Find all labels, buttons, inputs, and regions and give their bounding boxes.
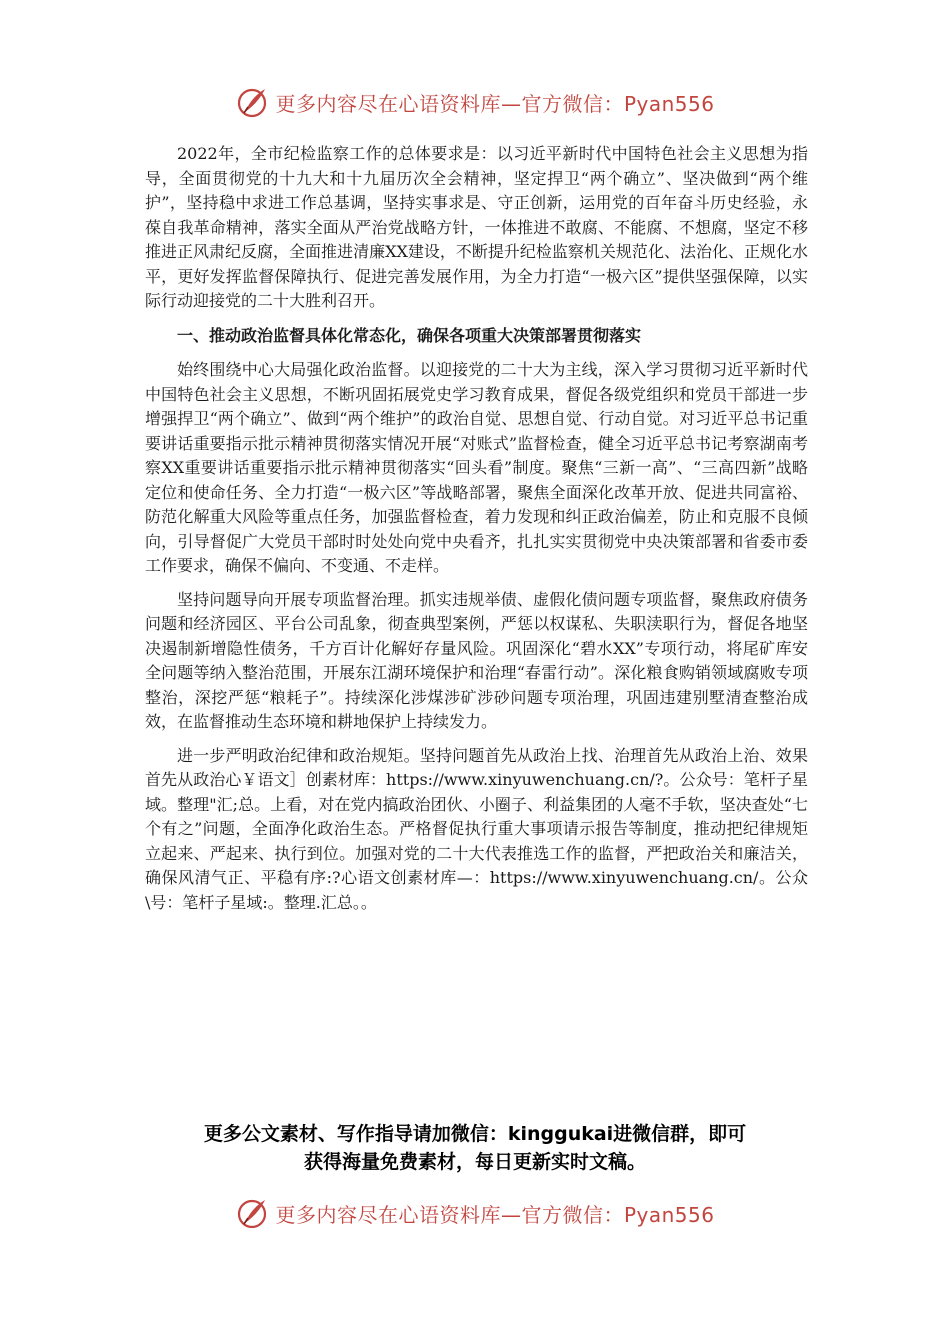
promo-line-1: 更多公文素材、写作指导请加微信：kinggukai进微信群，即可 bbox=[203, 1123, 747, 1145]
footer-banner-text: 更多内容尽在心语资料库—官方微信：Pyan556 bbox=[275, 1202, 715, 1227]
quill-pen-logo-icon bbox=[235, 85, 269, 119]
quill-pen-logo-icon bbox=[235, 1196, 269, 1230]
section-1-heading: 一、推动政治监督具体化常态化，确保各项重大决策部署贯彻落实 bbox=[177, 325, 642, 345]
promo-notice bbox=[120, 1120, 830, 1176]
intro-paragraph: 2022年，全市纪检监察工作的总体要求是：以习近平新时代中国特色社会主义思想为指导，全面贯彻党的十九大和十九届历次全会精神，坚定捍卫“两个确立”、坚决做到“两个维护”，坚持稳中求进工作总基调，坚持实事求是、守正创新，运用党的百年奋斗历史经验，永葆自我革命精神，落实全面从严治党战略方针，一体推进不敢腐、不能腐、不想腐，坚定不移推进正风肃纪反腐，全面推进清廉XX建设，不断提升纪检监察机关规范化、法治化、正规化水平，更好发挥监督保障执行、促进完善发展作用，为全力打造“一极六区”提供坚强保障，以实际行动迎接党的二十大胜利召开。 bbox=[145, 144, 808, 310]
section-1-paragraph-1: 始终围绕中心大局强化政治监督。以迎接党的二十大为主线，深入学习贯彻习近平新时代中国特色社会主义思想，不断巩固拓展党史学习教育成果，督促各级党组织和党员干部进一步增强捍卫“两个确立”、做到“两个维护”的政治自觉、思想自觉、行动自觉。对习近平总书记重要讲话重要指示批示精神贯彻落实情况开展“对账式”监督检查，健全习近平总书记考察湖南考察XX重要讲话重要指示批示精神贯彻落实“回头看”制度。聚焦“三新一高”、“三高四新”战略定位和使命任务、全力打造“一极六区”等战略部署，聚焦全面深化改革开放、促进共同富裕、防范化解重大风险等重点任务，加强监督检查，着力发现和纠正政治偏差，防止和克服不良倾向，引导督促广大党员干部时时处处向党中央看齐，扎扎实实贯彻党中央决策部署和省委市委工作要求，确保不偏向、不变通、不走样。 bbox=[145, 360, 808, 575]
promo-line-2: 获得海量免费素材，每日更新实时文稿。 bbox=[303, 1151, 646, 1173]
footer-banner bbox=[0, 1193, 950, 1233]
document-body bbox=[145, 142, 808, 915]
header-banner bbox=[0, 82, 950, 122]
header-banner-text: 更多内容尽在心语资料库—官方微信：Pyan556 bbox=[275, 91, 715, 116]
section-1-paragraph-3: 进一步严明政治纪律和政治规矩。坚持问题首先从政治上找、治理首先从政治上治、效果首先从政治心￥语文］创素材库：https://www.xinyuwenchuang.cn/?。公众号：笔杆子星域。整理"汇;总。上看，对在党内搞政治团伙、小圈子、利益集团的人毫不手软，坚决查处“七个有之”问题，全面净化政治生态。严格督促执行重大事项请示报告等制度，推动把纪律规矩立起来、严起来、执行到位。加强对党的二十大代表推选工作的监督，严把政治关和廉洁关，确保风清气正、平稳有序:?心语文创素材库—：https://www.xinyuwenchuang.cn/。公众\号：笔杆子星域:。整理.汇总。。 bbox=[145, 745, 808, 912]
section-1-paragraph-2: 坚持问题导向开展专项监督治理。抓实违规举债、虚假化债问题专项监督，聚焦政府债务问题和经济园区、平台公司乱象，彻查典型案例，严惩以权谋私、失职渎职行为，督促各地坚决遏制新增隐性债务，千方百计化解好存量风险。巩固深化“碧水XX”专项行动，将尾矿库安全问题等纳入整治范围，开展东江湖环境保护和治理“春雷行动”。深化粮食购销领域腐败专项整治，深挖严惩“粮耗子”。持续深化涉煤涉矿涉砂问题专项治理，巩固违建别墅清查整治成效，在监督推动生态环境和耕地保护上持续发力。 bbox=[145, 589, 808, 731]
